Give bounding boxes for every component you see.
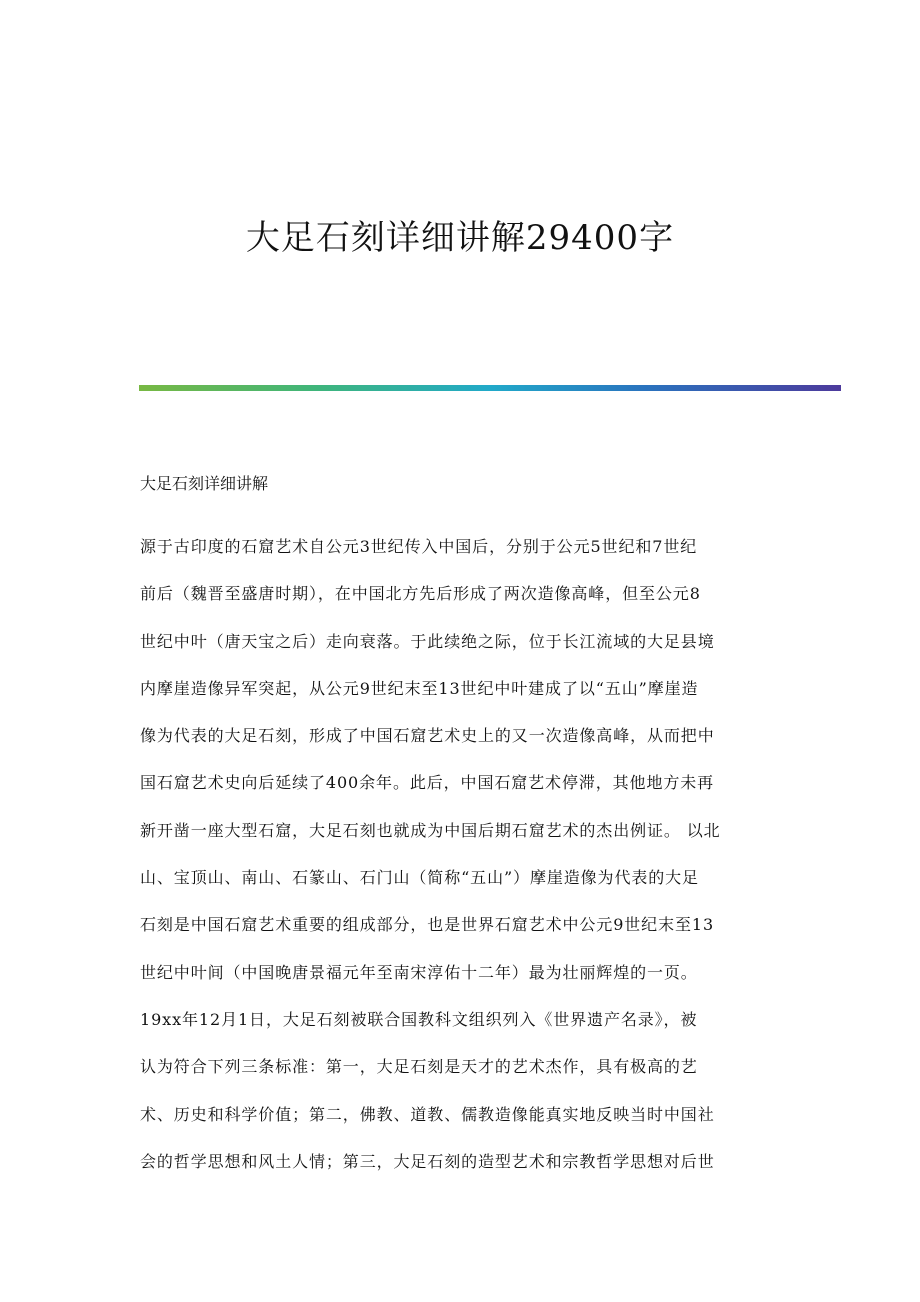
paragraph-line: 国石窟艺术史向后延续了400余年。此后，中国石窟艺术停滞，其他地方未再 xyxy=(140,773,715,793)
paragraph-line: 认为符合下列三条标准：第一，大足石刻是天才的艺术杰作，具有极高的艺 xyxy=(140,1057,698,1077)
gradient-divider xyxy=(139,385,841,391)
paragraph-line: 会的哲学思想和风土人情；第三，大足石刻的造型艺术和宗教哲学思想对后世 xyxy=(140,1151,715,1171)
paragraph-line: 19xx年12月1日，大足石刻被联合国教科文组织列入《世界遗产名录》，被 xyxy=(140,1009,698,1029)
document-title: 大足石刻详细讲解29400字 xyxy=(245,218,675,258)
paragraph-line: 世纪中叶（唐天宝之后）走向衰落。于此续绝之际，位于长江流域的大足县境 xyxy=(140,631,715,651)
paragraph-line: 新开凿一座大型石窟，大足石刻也就成为中国后期石窟艺术的杰出例证。 以北 xyxy=(140,820,721,840)
body-paragraph xyxy=(140,523,780,1185)
paragraph-line: 内摩崖造像异军突起，从公元9世纪末至13世纪中叶建成了以“五山”摩崖造 xyxy=(140,678,699,698)
paragraph-line: 山、宝顶山、南山、石篆山、石门山（简称“五山”）摩崖造像为代表的大足 xyxy=(140,868,699,888)
paragraph-line: 术、历史和科学价值；第二，佛教、道教、儒教造像能真实地反映当时中国社 xyxy=(140,1104,715,1124)
paragraph-line: 源于古印度的石窟艺术自公元3世纪传入中国后，分别于公元5世纪和7世纪 xyxy=(140,537,698,556)
paragraph-line: 石刻是中国石窟艺术重要的组成部分，也是世界石窟艺术中公元9世纪末至13 xyxy=(140,915,715,935)
section-heading: 大足石刻详细讲解 xyxy=(140,474,269,493)
paragraph-line: 像为代表的大足石刻，形成了中国石窟艺术史上的又一次造像高峰，从而把中 xyxy=(140,726,715,746)
paragraph-line: 世纪中叶间（中国晚唐景福元年至南宋淳佑十二年）最为壮丽辉煌的一页。 xyxy=(140,962,698,982)
paragraph-line: 前后（魏晋至盛唐时期），在中国北方先后形成了两次造像高峰，但至公元8 xyxy=(140,584,701,604)
